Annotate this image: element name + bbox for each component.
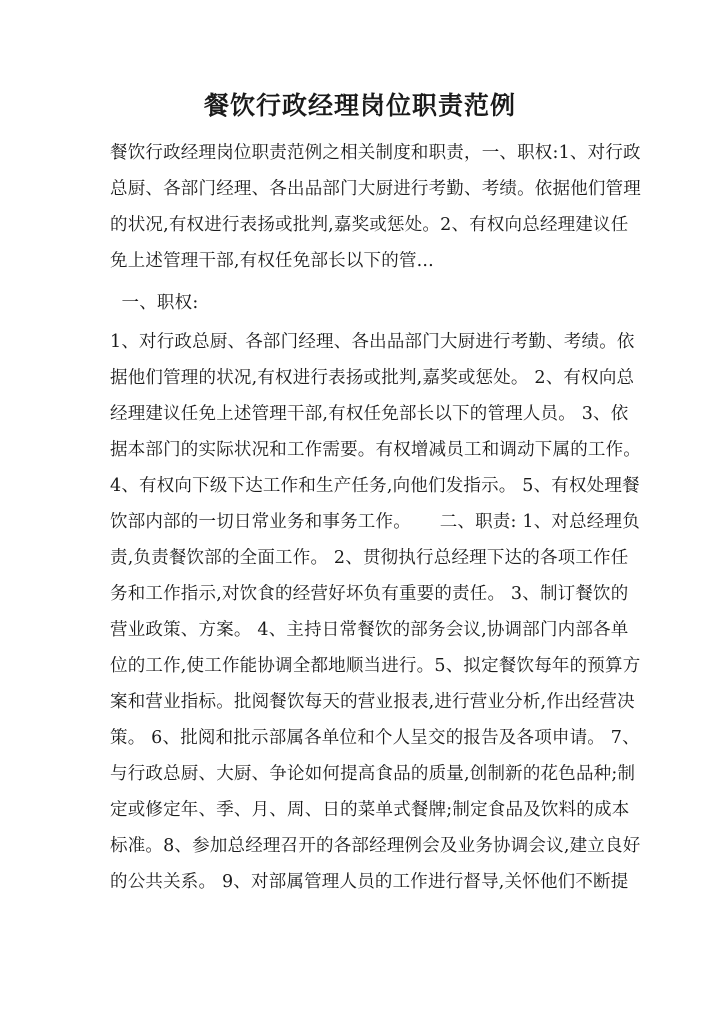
- body-line: 定或修定年、季、月、周、日的菜单式餐牌;制定食品及饮料的成本: [110, 800, 630, 820]
- body-line: 据本部门的实际状况和工作需要。有权增减员工和调动下属的工作。: [110, 440, 641, 460]
- body-line: 策。 6、批阅和批示部属各单位和个人呈交的报告及各项申请。 7、: [110, 728, 640, 748]
- summary-line: 免上述管理干部,有权任免部长以下的管...: [110, 251, 434, 271]
- body-line: 位的工作,使工作能协调全都地顺当进行。5、拟定餐饮每年的预算方: [110, 656, 641, 676]
- body-line: 4、有权向下级下达工作和生产任务,向他们发指示。 5、有权处理餐: [110, 476, 640, 496]
- summary-line: 餐饮行政经理岗位职责范例之相关制度和职责，一、职权:1、对行政: [110, 143, 641, 163]
- body-line: 据他们管理的状况,有权进行表扬或批判,嘉奖或惩处。 2、有权向总: [110, 368, 635, 388]
- section-heading: 一、职权:: [110, 293, 199, 313]
- body-line: 务和工作指示,对饮食的经营好坏负有重要的责任。 3、制订餐饮的: [110, 584, 629, 604]
- body-line: 经理建议任免上述管理干部,有权任免部长以下的管理人员。 3、依: [110, 404, 629, 424]
- summary-line: 的状况,有权进行表扬或批判,嘉奖或惩处。2、有权向总经理建议任: [110, 215, 629, 235]
- body-line: 责,负责餐饮部的全面工作。 2、贯彻执行总经理下达的各项工作任: [110, 548, 629, 568]
- body-line: 饮部内部的一切日常业务和事务工作。 二、职责: 1、对总经理负: [110, 512, 640, 532]
- body-line: 与行政总厨、大厨、争论如何提高食品的质量,创制新的花色品种;制: [110, 764, 636, 784]
- body-line: 标准。8、参加总经理召开的各部经理例会及业务协调会议,建立良好: [110, 836, 641, 856]
- body-line: 营业政策、方案。 4、主持日常餐饮的部务会议,协调部门内部各单: [110, 620, 629, 640]
- document-title: 餐饮行政经理岗位职责范例: [203, 91, 516, 120]
- summary-line: 总厨、各部门经理、各出品部门大厨进行考勤、考绩。依据他们管理: [110, 179, 641, 199]
- body-line: 案和营业指标。批阅餐饮每天的营业报表,进行营业分析,作出经营决: [110, 692, 635, 712]
- body-line: 的公共关系。 9、对部属管理人员的工作进行督导,关怀他们不断提: [110, 872, 629, 892]
- body-line: 1、对行政总厨、各部门经理、各出品部门大厨进行考勤、考绩。依: [110, 332, 635, 352]
